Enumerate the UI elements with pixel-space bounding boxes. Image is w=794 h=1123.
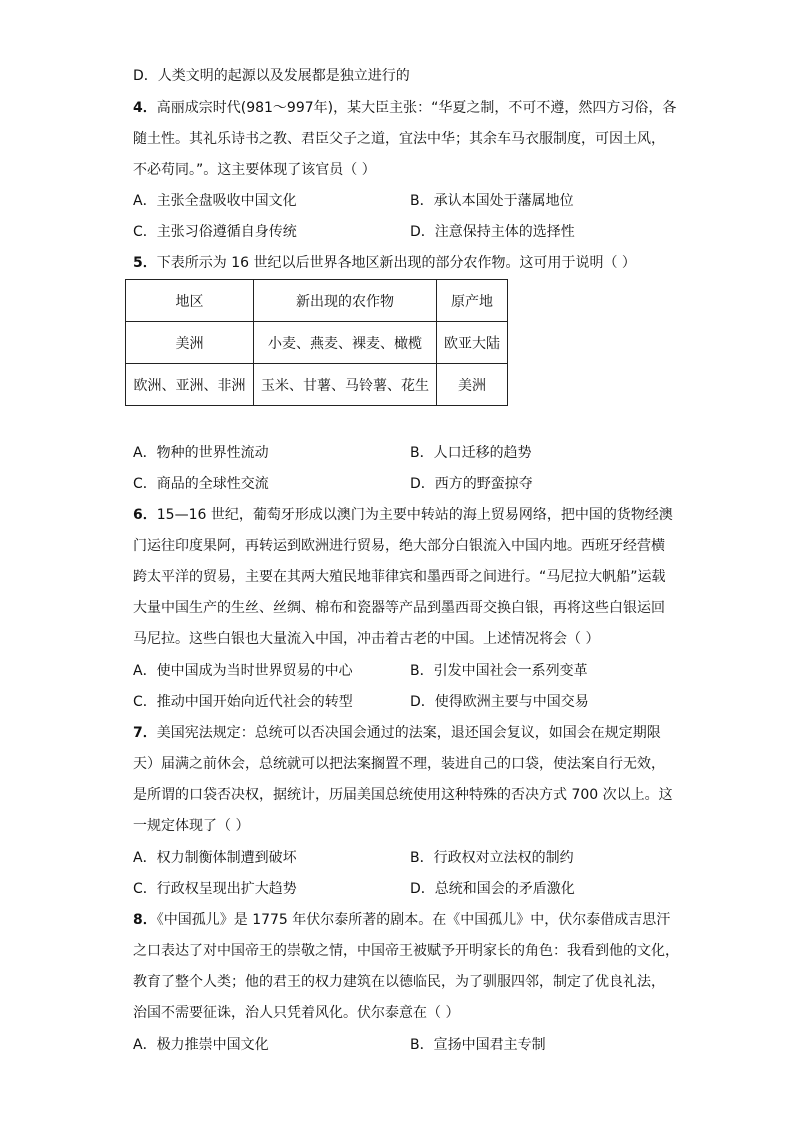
- question-8-line-3: 教育了整个人类；他的君王的权力建筑在以德临民，为了驯服四邻，制定了优良礼法，: [133, 974, 665, 990]
- question-7-line-4: 一规定体现了（ ）: [133, 818, 250, 834]
- question-7-option-d: D．总统和国会的矛盾激化: [410, 881, 575, 897]
- question-5-option-a: A．物种的世界性流动: [133, 445, 269, 461]
- table-cell: 美洲: [126, 322, 254, 364]
- question-4-option-a: A．主张全盘吸收中国文化: [133, 193, 297, 209]
- question-7-option-b: B．行政权对立法权的制约: [410, 850, 574, 866]
- question-7-line-1: [133, 723, 661, 743]
- table-cell: 美洲: [437, 364, 508, 406]
- question-6-option-d: D．使得欧洲主要与中国交易: [410, 694, 589, 710]
- question-4-option-b: B．承认本国处于藩属地位: [410, 193, 574, 209]
- crops-table: [125, 279, 508, 406]
- question-8-line-1: [133, 910, 670, 930]
- question-6-option-a: A．使中国成为当时世界贸易的中心: [133, 663, 353, 679]
- table-cell: 欧亚大陆: [437, 322, 508, 364]
- table-header-cell: 新出现的农作物: [254, 280, 437, 322]
- question-7-line-2: 天）届满之前休会，总统就可以把法案搁置不理，装进自己的口袋，使法案自行无效，: [133, 756, 665, 772]
- question-8-text: 《中国孤儿》是 1775 年伏尔泰所著的剧本。在《中国孤儿》中，伏尔泰借成吉思汗: [156, 912, 671, 928]
- table-cell: 玉米、甘薯、马铃薯、花生: [254, 364, 437, 406]
- question-8-number: 8．: [133, 912, 157, 928]
- question-5-option-d: D．西方的野蛮掠夺: [410, 476, 533, 492]
- question-6-line-2: 门运往印度果阿，再转运到欧洲进行贸易，绝大部分白银流入中国内地。西班牙经营横: [133, 538, 665, 554]
- question-6-line-3: 跨太平洋的贸易，主要在其两大殖民地菲律宾和墨西哥之间进行。“马尼拉大帆船”运载: [133, 569, 666, 585]
- question-5-line-1: [133, 253, 636, 273]
- question-7-option-c: C．行政权呈现出扩大趋势: [133, 881, 297, 897]
- question-7-option-a: A．权力制衡体制遭到破坏: [133, 850, 297, 866]
- table-header-row: [126, 280, 508, 322]
- question-4-text: 高丽成宗时代(981～997年)，某大臣主张：“华夏之制，不可不遵，然四方习俗，各: [156, 100, 677, 116]
- question-7-line-3: 是所谓的口袋否决权，据统计，历届美国总统使用这种特殊的否决方式 700 次以上。这: [133, 787, 673, 803]
- question-5-number: 5．: [133, 255, 157, 271]
- table-header-cell: 原产地: [437, 280, 508, 322]
- question-7-text: 美国宪法规定：总统可以否决国会通过的法案，退还国会复议，如国会在规定期限: [156, 725, 661, 741]
- question-6-line-4: 大量中国生产的生丝、丝绸、棉布和瓷器等产品到墨西哥交换白银，再将这些白银运回: [133, 600, 665, 616]
- question-4-line-2: 随土性。其礼乐诗书之教、君臣父子之道，宜法中华；其余车马衣服制度，可因土风，: [133, 131, 665, 147]
- question-6-text: 15—16 世纪，葡萄牙形成以澳门为主要中转站的海上贸易网络，把中国的货物经澳: [156, 507, 673, 523]
- question-4-line-3: 不必苟同。”。这主要体现了该官员（ ）: [133, 162, 376, 178]
- question-6-number: 6．: [133, 507, 157, 523]
- question-8-line-2: 之口表达了对中国帝王的崇敬之情，中国帝王被赋予开明家长的角色：我看到他的文化，: [133, 943, 679, 959]
- question-5-option-b: B．人口迁移的趋势: [410, 445, 532, 461]
- question-4-line-1: [133, 98, 676, 118]
- question-5-text: 下表所示为 16 世纪以后世界各地区新出现的部分农作物。这可用于说明（ ）: [156, 255, 636, 271]
- prev-question-option-d: D．人类文明的起源以及发展都是独立进行的: [133, 68, 410, 84]
- question-6-option-c: C．推动中国开始向近代社会的转型: [133, 694, 353, 710]
- question-6-line-1: [133, 505, 673, 525]
- question-4-number: 4．: [133, 100, 157, 116]
- question-7-number: 7．: [133, 725, 157, 741]
- question-6-line-5: 马尼拉。这些白银也大量流入中国，冲击着古老的中国。上述情况将会（ ）: [133, 631, 600, 647]
- question-5-option-c: C．商品的全球性交流: [133, 476, 269, 492]
- table-cell: 小麦、燕麦、裸麦、橄榄: [254, 322, 437, 364]
- table-cell: 欧洲、亚洲、非洲: [126, 364, 254, 406]
- question-8-line-4: 治国不需要征诛，治人只凭着风化。伏尔泰意在（ ）: [133, 1005, 460, 1021]
- question-8-option-b: B．宣扬中国君主专制: [410, 1037, 546, 1053]
- question-6-option-b: B．引发中国社会一系列变革: [410, 663, 588, 679]
- question-4-option-d: D．注意保持主体的选择性: [410, 224, 575, 240]
- table-row: [126, 322, 508, 364]
- question-8-option-a: A．极力推崇中国文化: [133, 1037, 269, 1053]
- table-header-cell: 地区: [126, 280, 254, 322]
- question-4-option-c: C．主张习俗遵循自身传统: [133, 224, 297, 240]
- table-row: [126, 364, 508, 406]
